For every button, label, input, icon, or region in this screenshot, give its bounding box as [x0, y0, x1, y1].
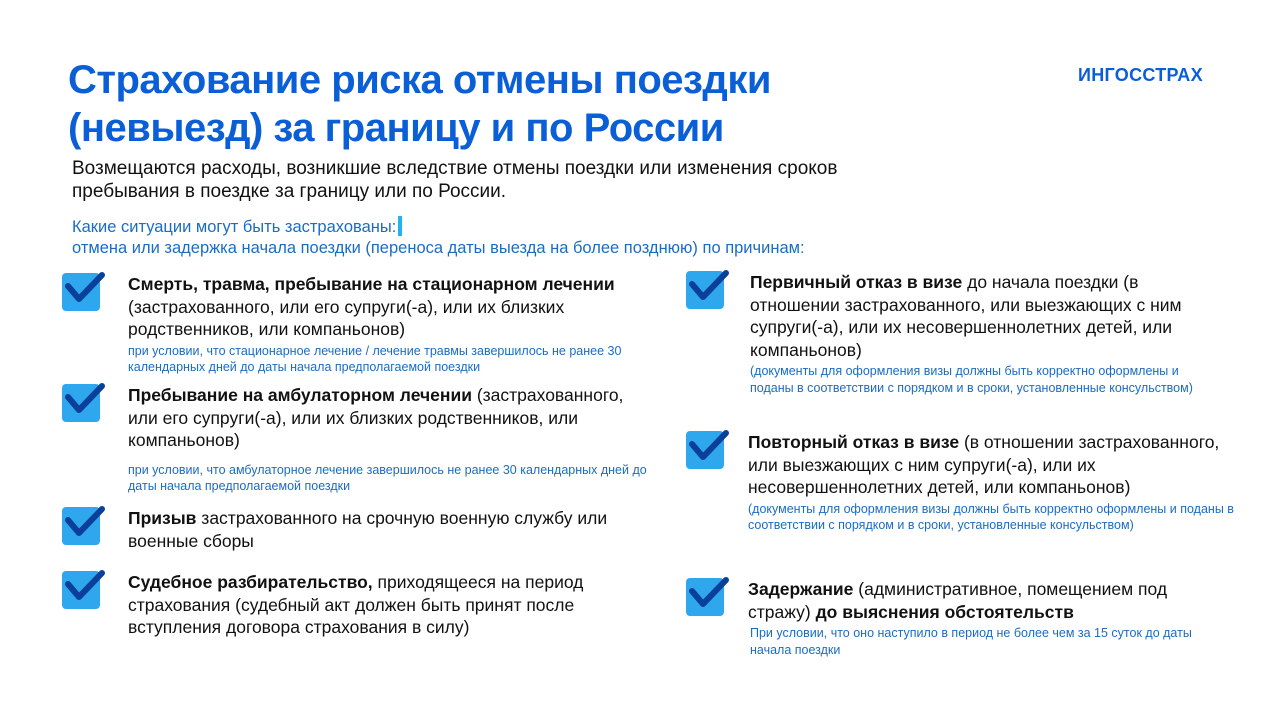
coverage-item-text [748, 578, 1228, 658]
page-title [68, 56, 968, 152]
checkmark-icon [686, 267, 732, 313]
checkbox-checked-icon [62, 571, 100, 609]
coverage-item-text [748, 431, 1240, 534]
page-title-line-2: (невыезд) за границу и по России [68, 106, 724, 150]
coverage-item-text [128, 384, 648, 495]
lead-line-1: Возмещаются расходы, возникшие вследствие отмены поездки или изменения сроков [72, 158, 838, 179]
coverage-item-description: (застрахованного, или его супруги(-а), или их близких родственников, или компаньонов) [128, 296, 565, 339]
lead-paragraph [72, 157, 952, 203]
coverage-item-note: при условии, что амбулаторное лечение завершилось не ранее 30 календарных дней до даты начала предполагаемой поездки [128, 462, 647, 493]
coverage-item-title: Пребывание на амбулаторном лечении [128, 385, 472, 405]
intro-line-1-text: Какие ситуации могут быть застрахованы: [72, 218, 397, 236]
checkbox-checked-icon [62, 273, 100, 311]
text-cursor-icon [398, 216, 402, 236]
coverage-item-title: Повторный отказ в визе [748, 432, 960, 452]
coverage-item-title: Смерть, травма, пребывание на стационарном лечении [128, 274, 615, 294]
coverage-item-title: Задержание [748, 579, 854, 599]
intro-line-2: отмена или задержка начала поездки (переноса даты выезда на более позднюю) по причинам: [72, 239, 805, 257]
checkmark-icon [62, 567, 108, 613]
coverage-item-title: Судебное разбирательство, [128, 572, 373, 592]
coverage-item-note: (документы для оформления визы должны быть корректно оформлены и поданы в соответствии с порядком и в сроки, установленные консульством) [750, 364, 1193, 395]
coverage-item-note: При условии, что оно наступило в период не более чем за 15 суток до даты начала поездки [750, 626, 1192, 657]
checkbox-checked-icon [686, 578, 724, 616]
checkmark-icon [62, 503, 108, 549]
intro-paragraph [72, 216, 952, 259]
checkmark-icon [686, 427, 732, 473]
coverage-item-title: Первичный отказ в визе [750, 272, 963, 292]
coverage-item-text [128, 273, 648, 376]
checkbox-checked-icon [686, 431, 724, 469]
coverage-item-text [128, 507, 628, 552]
brand-logo: ИНГОССТРАХ [1078, 65, 1203, 85]
coverage-item-title: Призыв [128, 508, 197, 528]
checkmark-icon [686, 574, 732, 620]
checkbox-checked-icon [686, 271, 724, 309]
coverage-item-note: (документы для оформления визы должны быть корректно оформлены и поданы в соответствии с порядком и в сроки, установленные консульством) [748, 501, 1234, 532]
coverage-item-text [750, 271, 1220, 396]
checkmark-icon [62, 269, 108, 315]
page-title-line-1: Страхование риска отмены поездки [68, 58, 771, 102]
lead-line-2: пребывания в поездке за границу или по России. [72, 181, 507, 202]
coverage-item-description: (застрахованного, или его супруги(-а), или их близких родственников, или компаньонов) [128, 385, 624, 450]
coverage-item-note: при условии, что стационарное лечение / лечение травмы завершилось не ранее 30 календарных дней до даты начала предполагаемой поездки [128, 343, 622, 374]
coverage-item-text [128, 571, 628, 639]
coverage-item-description: до начала поездки (в отношении застрахованного, или выезжающих с ним супруги(-а), или их несовершеннолетних детей, или компаньонов) [750, 272, 1182, 360]
checkbox-checked-icon [62, 507, 100, 545]
coverage-item-description: (в отношении застрахованного, или выезжающих с ним супруги(-а), или их несовершеннолетних детей, или компаньонов) [748, 432, 1220, 497]
intro-line-1 [72, 216, 952, 238]
coverage-item-description: (административное, помещением под стражу) [748, 579, 1168, 622]
coverage-item-title-suffix: до выяснения обстоятельств [815, 601, 1074, 622]
coverage-item-description: приходящееся на период страхования (судебный акт должен быть принят после вступления договора страхования в силу) [128, 572, 584, 637]
checkmark-icon [62, 380, 108, 426]
checkbox-checked-icon [62, 384, 100, 422]
coverage-item-description: застрахованного на срочную военную службу или военные сборы [128, 508, 608, 551]
